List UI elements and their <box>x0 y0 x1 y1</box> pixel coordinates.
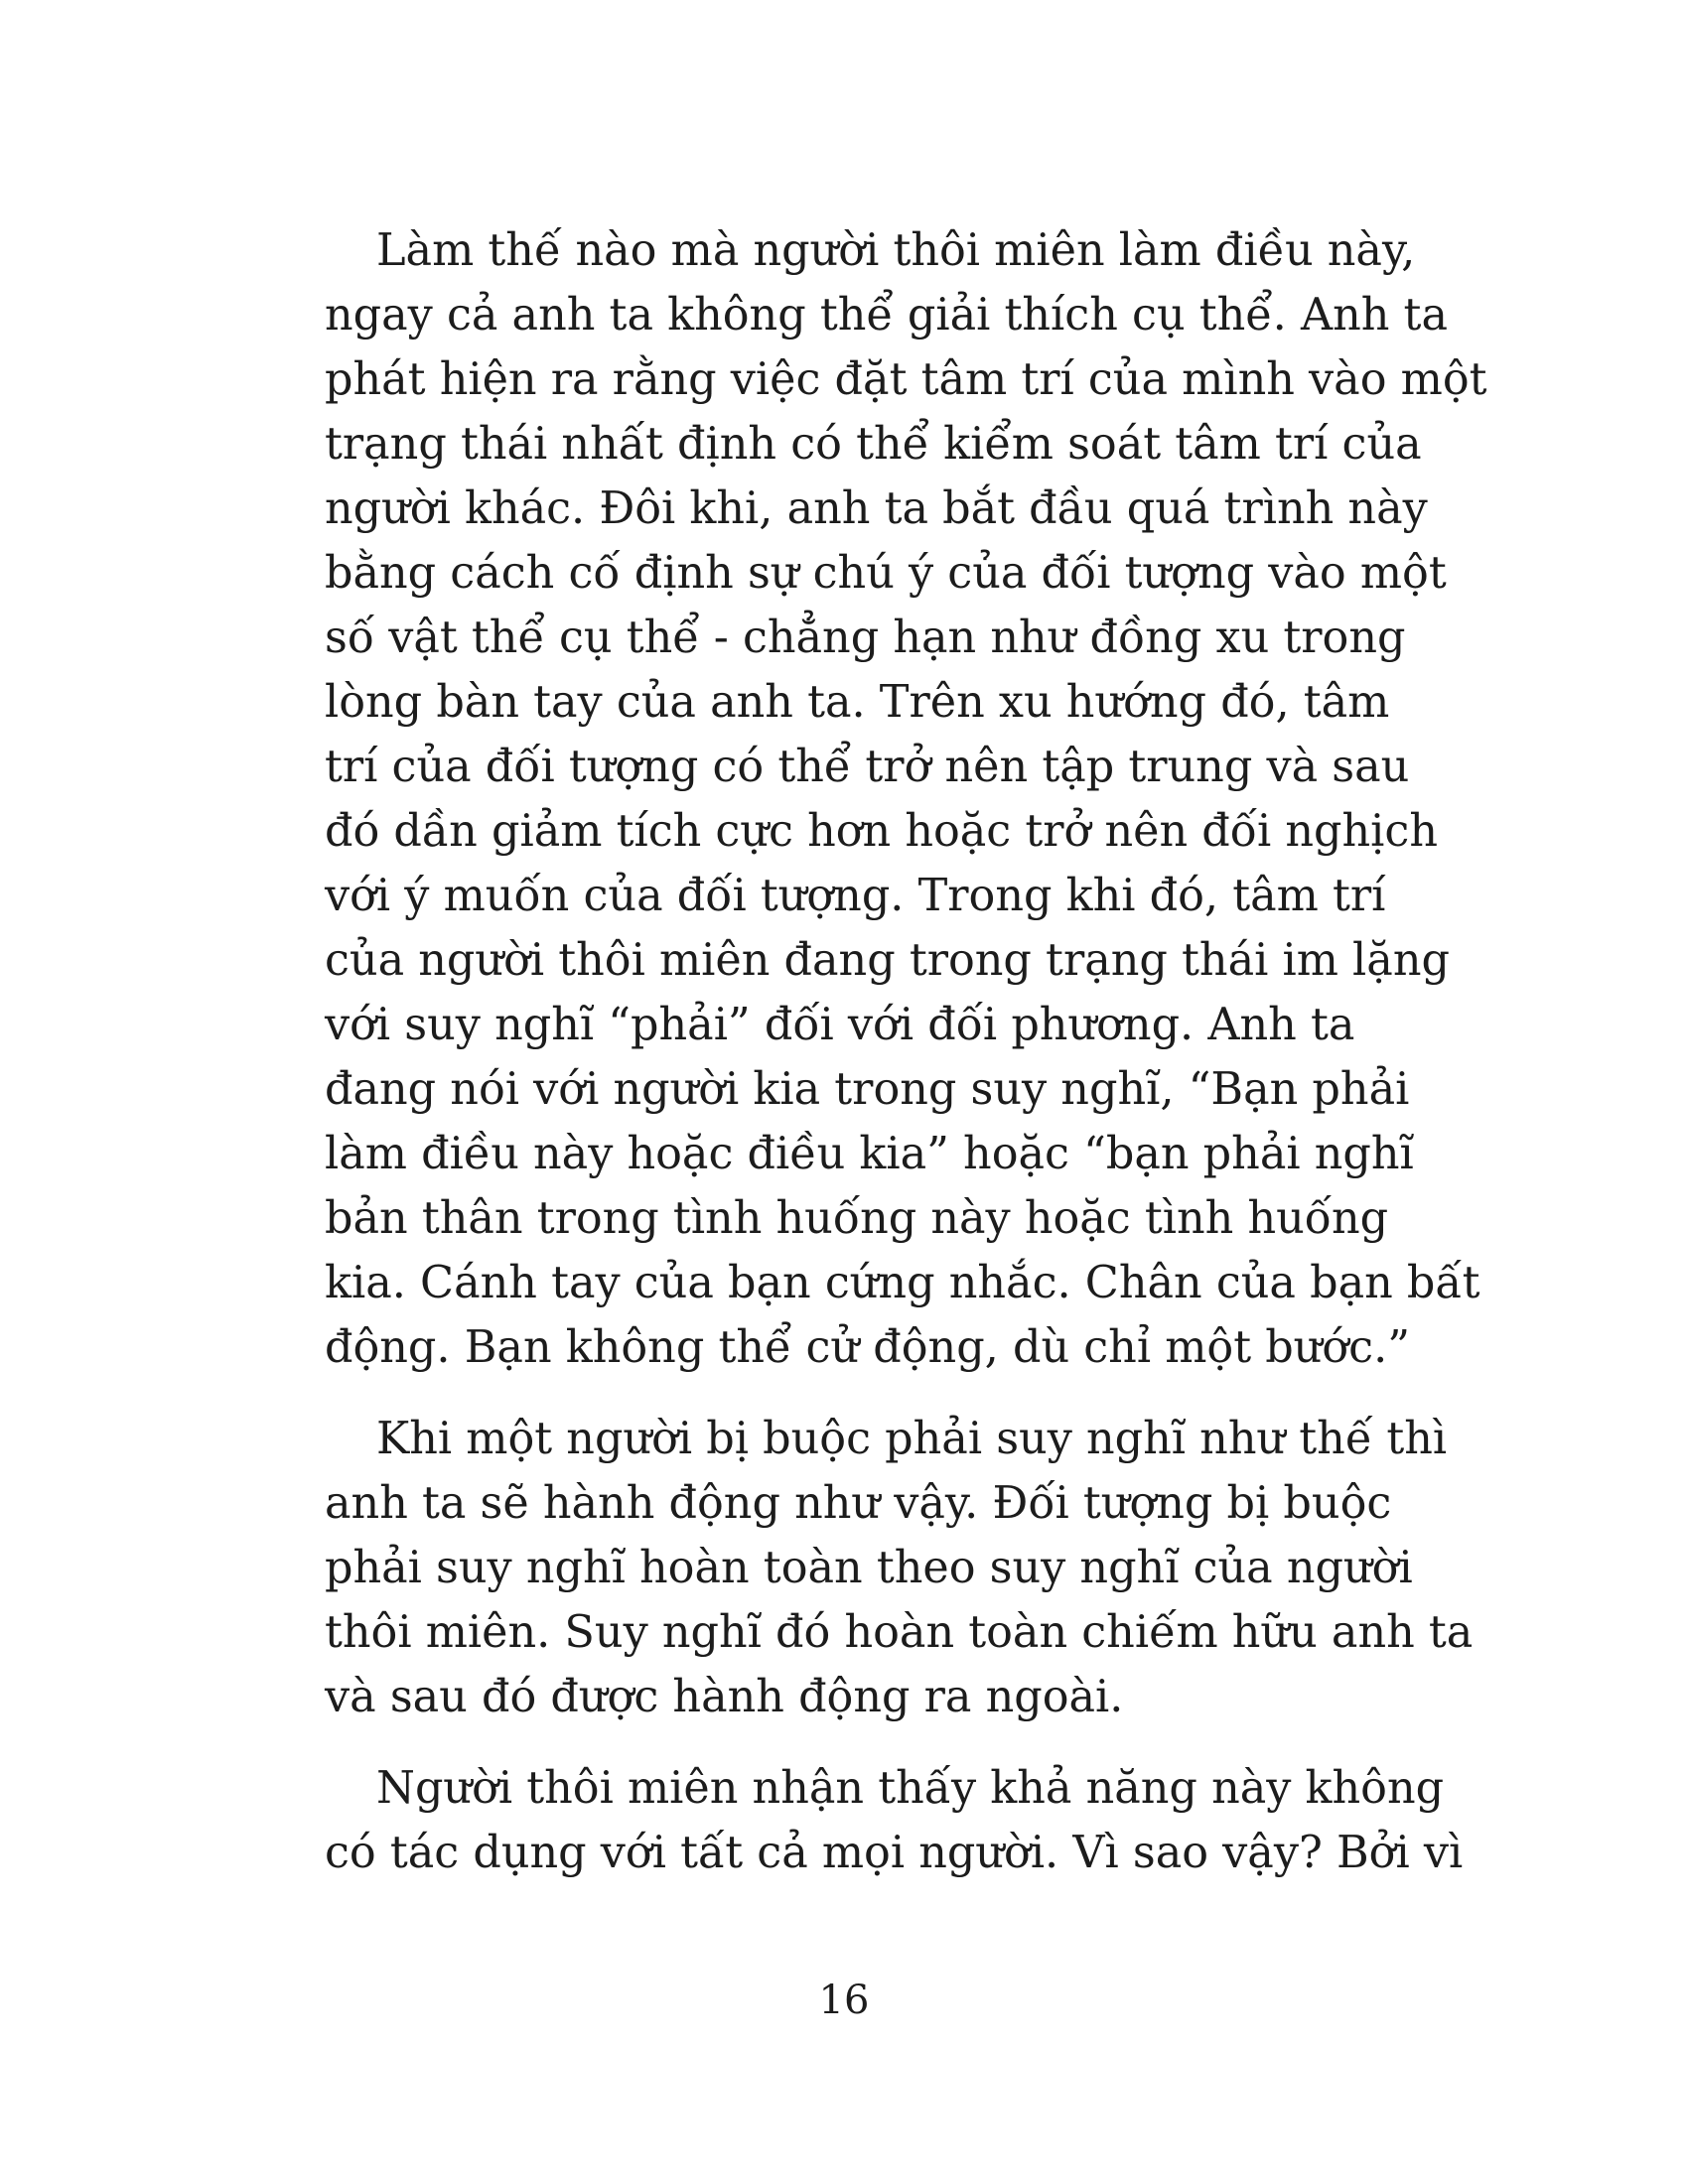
text-line: và sau đó được hành động ra ngoài. <box>325 1672 1124 1722</box>
text-line: anh ta sẽ hành động như vậy. Đối tượng bị buộc <box>325 1478 1392 1529</box>
text-line: đang nói với người kia trong suy nghĩ, “Bạn phải <box>325 1064 1410 1115</box>
text-line: với suy nghĩ “phải” đối với đối phương. Anh ta <box>325 1000 1355 1050</box>
text-line: thôi miên. Suy nghĩ đó hoàn toàn chiếm hữu anh ta <box>325 1607 1474 1658</box>
text-line: trạng thái nhất định có thể kiểm soát tâm trí của <box>325 419 1422 470</box>
text-line: Làm thế nào mà người thôi miên làm điều này, <box>376 225 1416 276</box>
text-line: trí của đối tượng có thể trở nên tập trung và sau <box>325 742 1410 792</box>
text-line: làm điều này hoặc điều kia” hoặc “bạn phải nghĩ <box>325 1129 1414 1179</box>
text-line: phát hiện ra rằng việc đặt tâm trí của mình vào một <box>325 354 1487 405</box>
text-line: có tác dụng với tất cả mọi người. Vì sao vậy? Bởi vì <box>325 1828 1464 1878</box>
text-line: số vật thể cụ thể - chẳng hạn như đồng xu trong <box>325 613 1406 663</box>
paragraph-2 <box>325 1407 1474 1729</box>
text-line: người khác. Đôi khi, anh ta bắt đầu quá trình này <box>325 483 1428 534</box>
text-line: phải suy nghĩ hoàn toàn theo suy nghĩ của người <box>325 1543 1413 1593</box>
body-text <box>325 218 1487 1912</box>
text-line: đó dần giảm tích cực hơn hoặc trở nên đối nghịch <box>325 806 1438 857</box>
text-line: ngay cả anh ta không thể giải thích cụ thể. Anh ta <box>325 290 1448 341</box>
text-line: bản thân trong tình huống này hoặc tình huống <box>325 1193 1389 1244</box>
text-line: Người thôi miên nhận thấy khả năng này không <box>376 1763 1445 1814</box>
text-line: bằng cách cố định sự chú ý của đối tượng vào một <box>325 548 1447 599</box>
page-number: 16 <box>818 1978 870 2023</box>
paragraph-1 <box>325 218 1487 1380</box>
text-line: Khi một người bị buộc phải suy nghĩ như thế thì <box>376 1414 1448 1464</box>
text-line: động. Bạn không thể cử động, dù chỉ một bước.” <box>325 1322 1410 1373</box>
text-line: kia. Cánh tay của bạn cứng nhắc. Chân của bạn bất <box>325 1258 1480 1308</box>
paragraph-3 <box>325 1756 1464 1885</box>
text-line: lòng bàn tay của anh ta. Trên xu hướng đó, tâm <box>325 677 1390 728</box>
text-line: của người thôi miên đang trong trạng thái im lặng <box>325 935 1450 986</box>
text-line: với ý muốn của đối tượng. Trong khi đó, tâm trí <box>325 871 1386 921</box>
